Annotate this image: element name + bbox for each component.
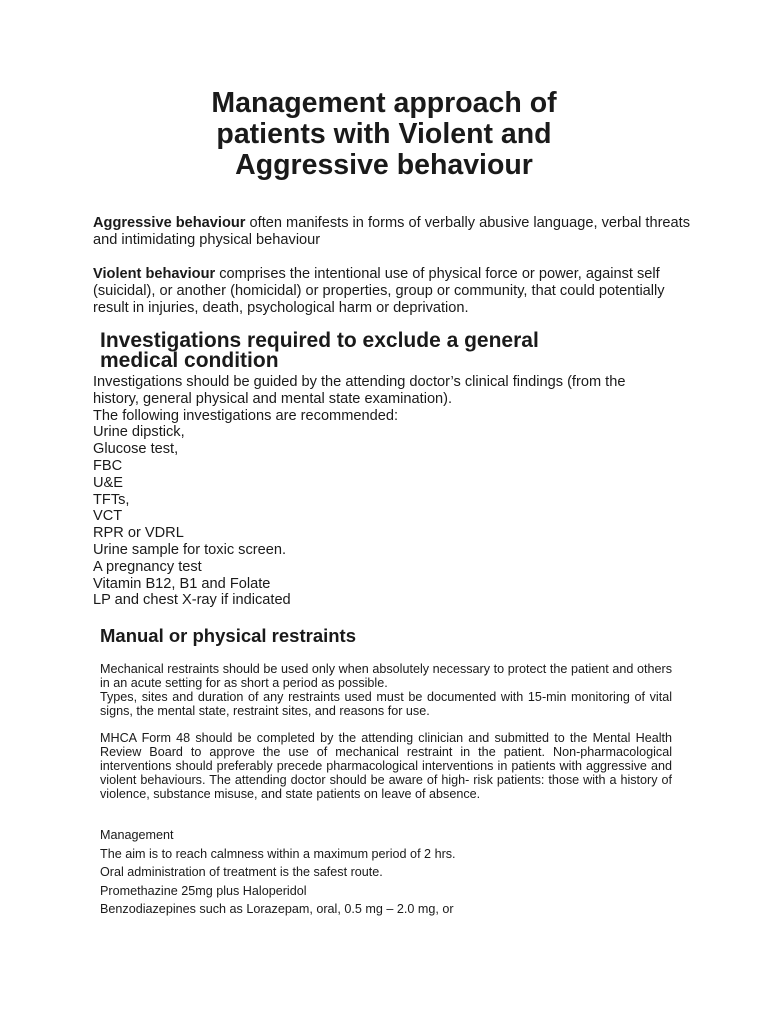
investigations-heading-line: medical condition [100, 349, 279, 372]
management-line: Promethazine 25mg plus Haloperidol [100, 883, 307, 898]
investigations-heading-line: Investigations required to exclude a general [100, 329, 539, 352]
investigations-body [93, 374, 693, 609]
restraints-paragraph [100, 662, 672, 718]
management-line: Oral administration of treatment is the safest route. [100, 865, 383, 879]
management-section [100, 826, 680, 919]
restraints-text: Mechanical restraints should be used only when absolutely necessary to protect the patient and others in an acute setting for as short a period as possible. [100, 662, 672, 691]
investigation-item: LP and chest X-ray if indicated [93, 592, 291, 609]
investigations-recommended: The following investigations are recommended: [93, 407, 399, 424]
restraints-heading: Manual or physical restraints [100, 625, 357, 646]
violent-behaviour-paragraph [93, 266, 693, 317]
investigation-item: VCT [93, 508, 123, 525]
title-line: patients with Violent and [216, 118, 552, 150]
investigation-item: FBC [93, 457, 123, 474]
management-line: The aim is to reach calmness within a maximum period of 2 hrs. [100, 846, 456, 861]
investigations-intro: history, general physical and mental state examination). [93, 390, 453, 407]
investigation-item: A pregnancy test [93, 558, 202, 575]
investigation-item: TFTs, [93, 491, 130, 508]
aggressive-behaviour-paragraph [93, 215, 693, 249]
aggressive-behaviour-term: Aggressive behaviour [93, 215, 246, 231]
investigation-item: Urine dipstick, [93, 424, 185, 441]
investigation-item: RPR or VDRL [93, 525, 184, 542]
investigations-heading [100, 331, 539, 371]
investigation-item: Glucose test, [93, 441, 179, 458]
investigations-intro: Investigations should be guided by the attending doctor’s clinical findings (from the [93, 374, 626, 390]
violent-behaviour-term: Violent behaviour [93, 266, 216, 282]
violent-behaviour-text: comprises the intentional use of physical force or power, against self (suicidal), or another (homicidal) or properties, group or community, that could potentially result in injuries, death, psychological harm or deprivation. [93, 266, 665, 316]
investigation-item: Vitamin B12, B1 and Folate [93, 575, 271, 592]
document-title [0, 88, 768, 181]
management-heading: Management [100, 828, 174, 842]
investigation-item: U&E [93, 474, 124, 491]
management-line: Benzodiazepines such as Lorazepam, oral, 0.5 mg – 2.0 mg, or [100, 902, 454, 916]
investigation-item: Urine sample for toxic screen. [93, 541, 287, 558]
aggressive-behaviour-text: often manifests in forms of verbally abusive language, verbal threats and intimidating physical behaviour [93, 215, 691, 248]
mhca-form-paragraph: MHCA Form 48 should be completed by the attending clinician and submitted to the Mental Health Review Board to approve the use of mechanical restraint in the patient. Non-pharmacological interventions should preferably precede pharmacological interventions in patients with aggressive and violent behaviours. The attending doctor should be aware of high- risk patients: those with a history of violence, substance misuse, and state patients on leave of absence. [100, 731, 672, 802]
restraints-text: Types, sites and duration of any restraints used must be documented with 15-min monitoring of vital signs, the mental state, restraint sites, and reasons for use. [100, 690, 672, 719]
title-line: Aggressive behaviour [235, 149, 533, 181]
title-line: Management approach of [211, 87, 557, 119]
